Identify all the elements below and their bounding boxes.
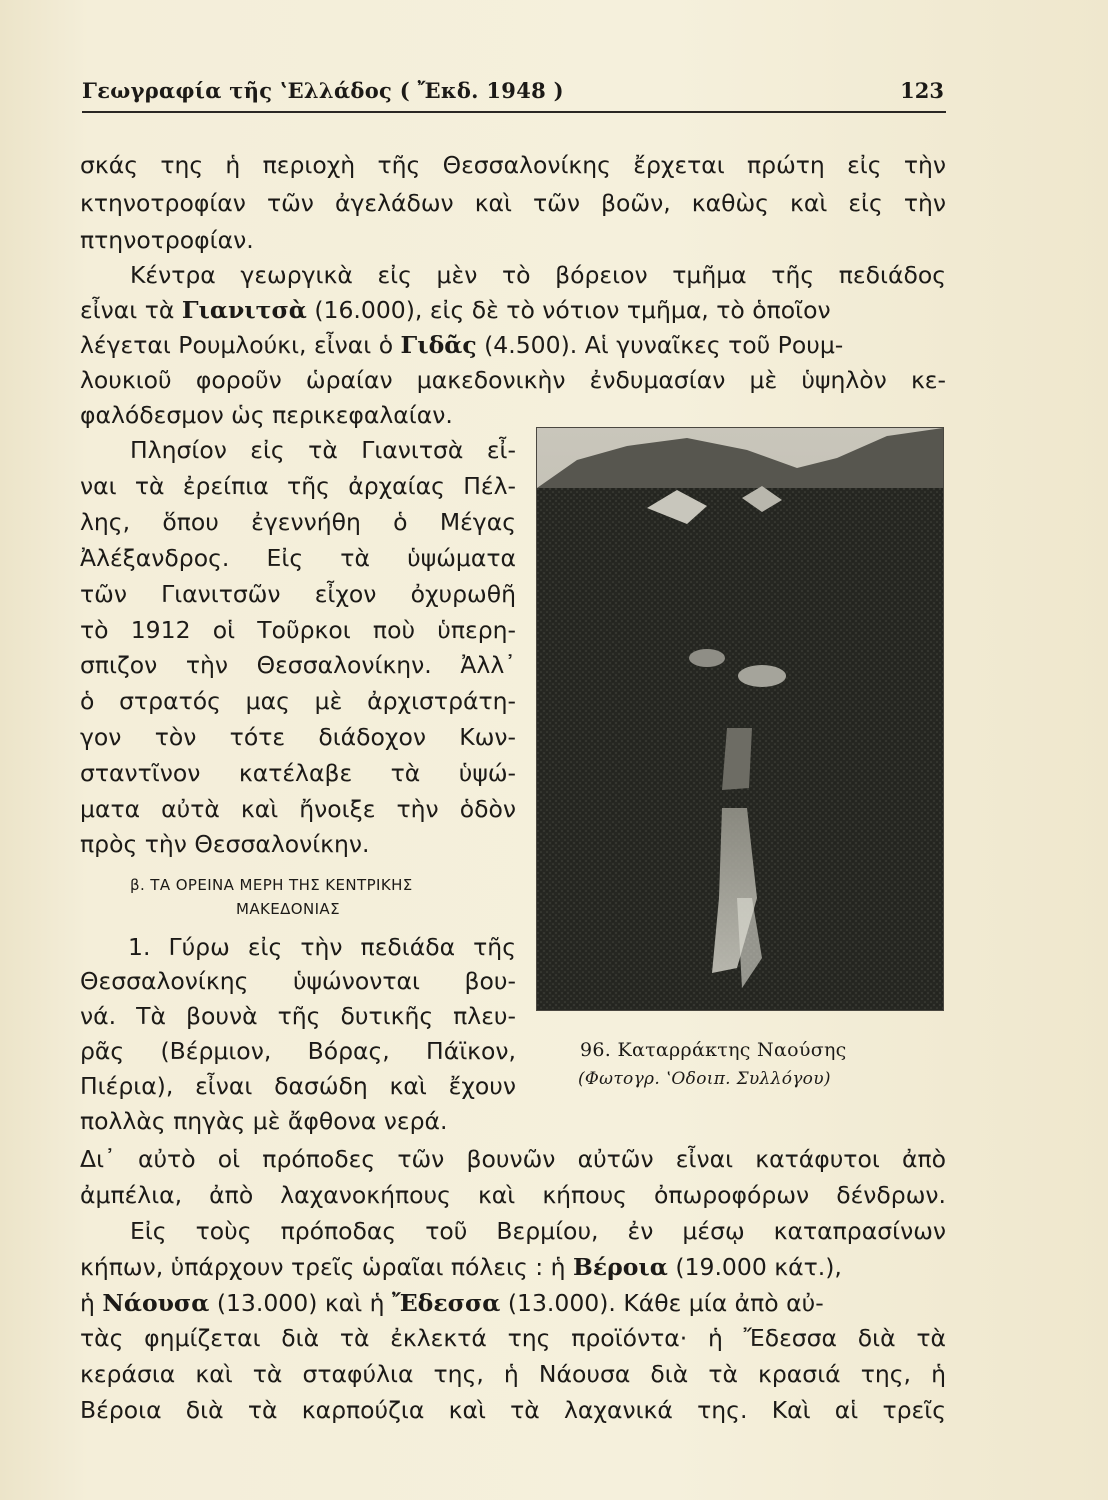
header-rule [82, 111, 946, 113]
waterfall-photograph [536, 427, 944, 1011]
page-number: 123 [900, 78, 944, 103]
text-line: πρὸς τὴν Θεσσαλονίκην. [80, 830, 370, 858]
text-span: (13.000). Κάθε μία ἀπὸ αὐ- [500, 1289, 824, 1317]
place-name-bold: Βέροια [572, 1253, 668, 1281]
text-line: ὁ στρατός μας μὲ ἀρχιστράτη- [80, 687, 516, 715]
text-span: (19.000 κάτ.), [667, 1253, 842, 1281]
text-line [80, 1252, 946, 1282]
text-line: φαλόδεσμον ὡς περικεφαλαίαν. [80, 401, 453, 429]
text-span: εἶναι τὰ [80, 296, 182, 324]
text-line: γον τὸν τότε διάδοχον Κων- [80, 723, 516, 751]
place-name-bold: Γιδᾶς [400, 331, 477, 359]
text-line: τῶν Γιανιτσῶν εἶχον ὀχυρωθῆ [80, 580, 516, 608]
text-line: τὰς φημίζεται διὰ τὰ ἐκλεκτά της προϊόντα· ἡ Ἔδεσσα διὰ τὰ [80, 1324, 946, 1352]
text-span: (4.500). Αἱ γυναῖκες τοῦ Ρουμ- [476, 331, 844, 359]
text-line [80, 1288, 946, 1318]
running-header [82, 76, 944, 108]
text-line: σπιζον τὴν Θεσσαλονίκην. Ἀλλ᾿ [80, 651, 516, 679]
text-line: ματα αὐτὰ καὶ ἤνοιξε τὴν ὁδὸν [80, 795, 516, 823]
text-line: Εἰς τοὺς πρόποδας τοῦ Βερμίου, ἐν μέσῳ καταπρασίνων [130, 1217, 946, 1245]
text-line: πολλὰς πηγὰς μὲ ἄφθονα νερά. [80, 1107, 448, 1135]
text-line: Βέροια διὰ τὰ καρπούζια καὶ τὰ λαχανικά της. Καὶ αἱ τρεῖς [80, 1396, 946, 1424]
text-line: νά. Τὰ βουνὰ τῆς δυτικῆς πλευ- [80, 1002, 516, 1030]
text-line: Πλησίον εἰς τὰ Γιανιτσὰ εἶ- [130, 436, 516, 464]
text-line: σκάς της ἡ περιοχὴ τῆς Θεσσαλονίκης ἔρχεται πρώτη εἰς τὴν [80, 151, 946, 179]
text-span: (16.000), εἰς δὲ τὸ νότιον τμῆμα, τὸ ὁποῖον [306, 296, 831, 324]
text-span: κήπων, ὑπάρχουν τρεῖς ὡραῖαι πόλεις : ἡ [80, 1253, 573, 1281]
text-line: ρᾶς (Βέρμιον, Βόρας, Πάϊκον, [80, 1037, 516, 1065]
text-line: λουκιοῦ φοροῦν ὡραίαν μακεδονικὴν ἐνδυμασίαν μὲ ὑψηλὸν κε- [80, 366, 946, 394]
text-line: 1. Γύρω εἰς τὴν πεδιάδα τῆς [128, 933, 516, 961]
text-line: σταντῖνον κατέλαβε τὰ ὑψώ- [80, 759, 516, 787]
text-line [80, 330, 946, 360]
text-span: λέγεται Ρουμλούκι, εἶναι ὁ [80, 331, 401, 359]
text-line: λης, ὅπου ἐγεννήθη ὁ Μέγας [80, 508, 516, 536]
place-name-bold: Γιανιτσὰ [181, 296, 307, 324]
text-line: κεράσια καὶ τὰ σταφύλια της, ἡ Νάουσα διὰ τὰ κρασιά της, ἡ [80, 1360, 946, 1388]
header-title: Γεωγραφία τῆς ʽΕλλάδος ( Ἔκδ. 1948 ) [82, 78, 564, 103]
place-name-bold: Ἔδεσσα [391, 1289, 501, 1317]
section-subheading: β. ΤΑ ΟΡΕΙΝΑ ΜΕΡΗ ΤΗΣ ΚΕΝΤΡΙΚΗΣ [130, 876, 413, 894]
text-span: ἡ [80, 1289, 103, 1317]
place-name-bold: Νάουσα [102, 1289, 210, 1317]
text-line: Πιέρια), εἶναι δασώδη καὶ ἔχουν [80, 1072, 516, 1100]
text-line [80, 295, 946, 325]
text-span: (13.000) καὶ ἡ [209, 1289, 392, 1317]
text-line: τὸ 1912 οἱ Τοῦρκοι ποὺ ὑπερη- [80, 616, 516, 644]
figure-credit: (Φωτογρ. ʽΟδοιπ. Συλλόγου) [578, 1069, 831, 1089]
text-line: Κέντρα γεωργικὰ εἰς μὲν τὸ βόρειον τμῆμα τῆς πεδιάδος [130, 261, 946, 289]
text-line: Ἀλέξανδρος. Εἰς τὰ ὑψώματα [80, 544, 516, 572]
text-line: ἀμπέλια, ἀπὸ λαχανοκήπους καὶ κήπους ὀπωροφόρων δένδρων. [80, 1181, 946, 1209]
text-line: Δι᾿ αὐτὸ οἱ πρόποδες τῶν βουνῶν αὐτῶν εἶναι κατάφυτοι ἀπὸ [80, 1145, 946, 1173]
figure-caption: 96. Καταρράκτης Ναούσης [580, 1039, 847, 1061]
text-line: ναι τὰ ἐρείπια τῆς ἀρχαίας Πέλ- [80, 472, 516, 500]
section-subheading-cont: ΜΑΚΕΔΟΝΙΑΣ [236, 900, 340, 918]
text-line: κτηνοτροφίαν τῶν ἀγελάδων καὶ τῶν βοῶν, καθὼς καὶ εἰς τὴν [80, 189, 946, 217]
text-line: πτηνοτροφίαν. [80, 226, 254, 254]
text-line: Θεσσαλονίκης ὑψώνονται βου- [80, 967, 516, 995]
